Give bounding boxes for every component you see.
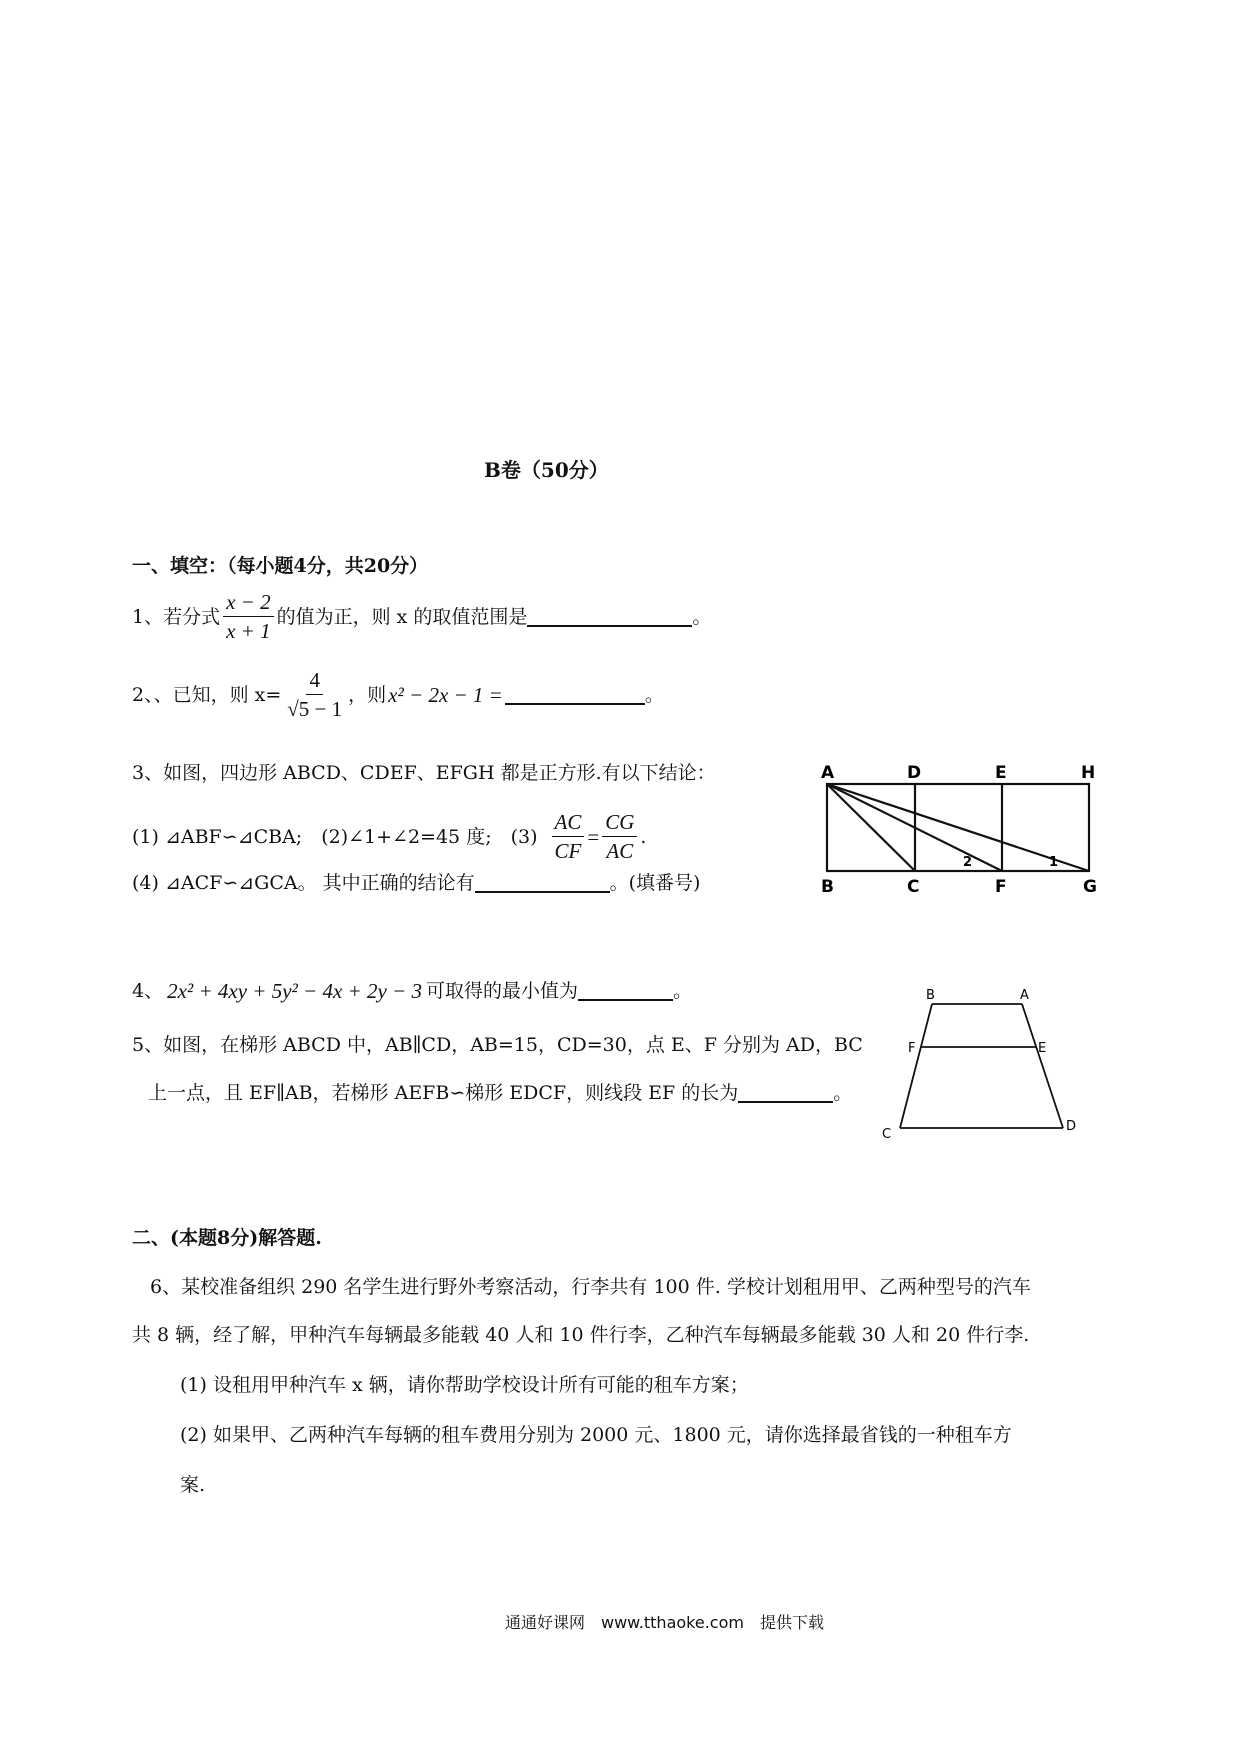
- label-g: G: [1083, 877, 1097, 897]
- q4-expression: 2x² + 4xy + 5y² − 4x + 2y − 3: [167, 979, 422, 1003]
- segment-bc: [900, 1004, 932, 1128]
- trap-label-c: C: [882, 1127, 892, 1142]
- q2-prefix: 2、、已知，则 x=: [132, 683, 282, 706]
- q3-equals: =: [587, 824, 600, 849]
- q6-part2-continued: 案.: [180, 1474, 206, 1496]
- q1-end: 。: [692, 605, 712, 628]
- q2-frac-den: √5 − 1: [287, 697, 343, 721]
- trap-label-f: F: [908, 1041, 916, 1056]
- q3-frac2-num: CG: [602, 810, 637, 837]
- q1-fraction: [223, 590, 274, 643]
- q3-fraction-1: [552, 810, 585, 863]
- angle-1-label: 1: [1049, 855, 1059, 870]
- q5-line1: 5、如图，在梯形 ABCD 中，AB∥CD，AB=15，CD=30，点 E、F 分别为 AD，BC: [132, 1034, 863, 1056]
- q1-frac-num: x − 2: [223, 590, 274, 617]
- q4-end: 。: [672, 980, 692, 1002]
- trapezoid-figure: [870, 982, 1100, 1142]
- label-h: H: [1081, 763, 1096, 783]
- label-f: F: [995, 877, 1007, 897]
- q3-line3-end: 。(填番号): [609, 872, 701, 894]
- q2-answer-blank[interactable]: [505, 685, 645, 705]
- q2-fraction: [284, 668, 345, 721]
- q3-period: .: [640, 825, 647, 848]
- label-c: C: [907, 877, 920, 897]
- q3-frac1-den: CF: [554, 839, 582, 863]
- section1-heading: 一、填空：（每小题4分，共20分）: [132, 555, 429, 577]
- q3-line2-text: (1) ⊿ABF∽⊿CBA; (2)∠1+∠2=45 度; (3): [132, 825, 538, 848]
- label-e: E: [995, 763, 1007, 783]
- q4-suffix: 可取得的最小值为: [425, 980, 578, 1002]
- q5-answer-blank[interactable]: [738, 1083, 833, 1103]
- q5-end: 。: [833, 1082, 853, 1104]
- trap-label-d: D: [1066, 1119, 1077, 1134]
- question-4: [132, 978, 692, 1004]
- segment-ac: [827, 784, 915, 871]
- label-d: D: [907, 763, 922, 783]
- q3-frac1-num: AC: [552, 810, 585, 837]
- q6-line2: 共 8 辆，经了解，甲种汽车每辆最多能载 40 人和 10 件行李，乙种汽车每辆最多能载 30 人和 20 件行李.: [132, 1324, 1030, 1346]
- q1-answer-blank[interactable]: [527, 607, 692, 627]
- q5-line2-text: 上一点，且 EF∥AB，若梯形 AEFB∽梯形 EDCF，则线段 EF 的长为: [148, 1082, 739, 1104]
- footer-credit: 通通好课网 www.tthaoke.com 提供下载: [505, 1613, 824, 1632]
- q1-prefix: 1、若分式: [132, 605, 221, 628]
- question-1: [132, 590, 711, 643]
- trap-label-b: B: [926, 988, 935, 1003]
- question-2: [132, 668, 664, 721]
- q3-line1: 3、如图，四边形 ABCD、CDEF、EFGH 都是正方形.有以下结论：: [132, 762, 716, 784]
- q1-suffix: 的值为正，则 x 的取值范围是: [276, 605, 528, 628]
- segment-ad: [1022, 1004, 1063, 1128]
- q6-part1: (1) 设租用甲种汽车 x 辆，请你帮助学校设计所有可能的租车方案；: [180, 1374, 749, 1396]
- q6-part2: (2) 如果甲、乙两种汽车每辆的租车费用分别为 2000 元、1800 元，请你选择最省钱的一种租车方: [180, 1424, 1012, 1446]
- q4-answer-blank[interactable]: [578, 981, 673, 1001]
- page-title: B卷（50分）: [484, 458, 609, 482]
- q3-frac2-den: AC: [606, 839, 634, 863]
- q3-line3-text: (4) ⊿ACF∽⊿GCA。 其中正确的结论有: [132, 872, 475, 894]
- q4-prefix: 4、: [132, 980, 164, 1002]
- q5-line2: [148, 1080, 852, 1106]
- q3-answer-blank[interactable]: [475, 873, 610, 893]
- q6-line1: 6、某校准备组织 290 名学生进行野外考察活动，行李共有 100 件. 学校计划租用甲、乙两种型号的汽车: [150, 1276, 1031, 1298]
- label-a: A: [821, 763, 835, 783]
- trap-label-e: E: [1038, 1041, 1047, 1056]
- squares-figure: [815, 758, 1115, 898]
- q2-end: 。: [644, 683, 664, 706]
- q3-line2: [132, 810, 646, 863]
- trap-label-a: A: [1020, 988, 1029, 1003]
- q3-line3: [132, 870, 700, 896]
- q2-expression: x² − 2x − 1 =: [388, 682, 503, 707]
- q2-mid: ，则: [348, 683, 387, 706]
- angle-2-label: 2: [963, 855, 973, 870]
- q1-frac-den: x + 1: [226, 619, 271, 643]
- label-b: B: [821, 877, 834, 897]
- section2-heading: 二、(本题8分)解答题.: [132, 1227, 322, 1249]
- q3-fraction-2: [602, 810, 637, 863]
- q2-frac-num: 4: [306, 668, 323, 695]
